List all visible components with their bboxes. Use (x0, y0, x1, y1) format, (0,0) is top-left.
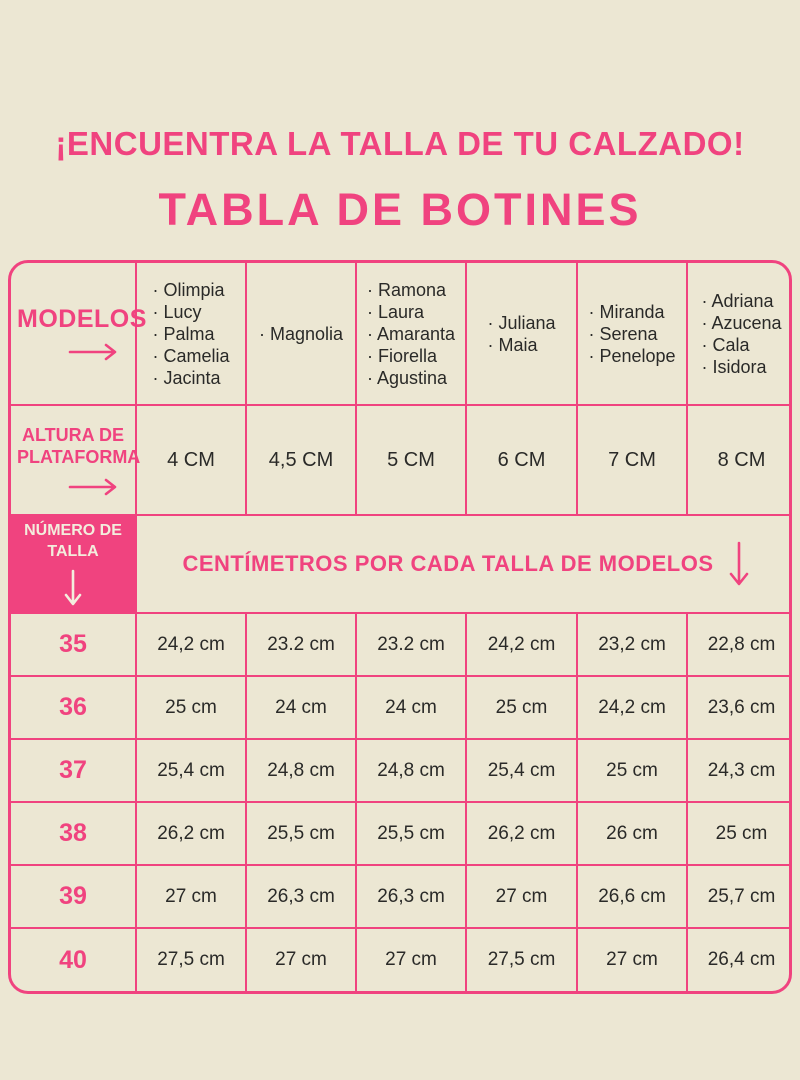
model-item: · Laura (366, 301, 425, 322)
model-item: · Isidora (701, 356, 767, 377)
page-subtitle: TABLA DE BOTINES (158, 184, 642, 236)
right-arrow-icon (17, 469, 129, 497)
model-item: · Lucy (152, 301, 202, 322)
cm-value-cell: 24,2 cm (466, 613, 577, 676)
platform-row (11, 405, 792, 515)
model-item: · Amaranta (366, 323, 456, 344)
cm-value-cell: 24,8 cm (356, 739, 466, 802)
size-number-cell: 38 (11, 802, 136, 865)
cm-value-cell: 27,5 cm (136, 928, 246, 991)
size-table (11, 263, 792, 991)
size-number-cell: 35 (11, 613, 136, 676)
cm-value-cell: 25,7 cm (687, 865, 792, 928)
cm-value-cell: 26,3 cm (356, 865, 466, 928)
models-header-label: MODELOS (17, 305, 147, 333)
model-item: · Jacinta (152, 367, 221, 388)
model-item: · Ramona (366, 279, 446, 300)
cm-value-cell: 24,8 cm (246, 739, 356, 802)
title-block (0, 0, 800, 236)
down-arrow-icon (728, 540, 750, 588)
cm-value-cell: 27 cm (466, 865, 577, 928)
cm-value-cell: 25 cm (136, 676, 246, 739)
models-cell (687, 263, 792, 405)
banner-row (11, 515, 792, 613)
cm-value-cell: 23,2 cm (577, 613, 687, 676)
cm-value-cell: 24 cm (356, 676, 466, 739)
cm-value-cell: 24 cm (246, 676, 356, 739)
cm-value-cell: 26 cm (577, 802, 687, 865)
model-list (152, 279, 229, 389)
model-list (259, 323, 343, 345)
cm-value-cell: 25 cm (577, 739, 687, 802)
cm-value-cell: 27 cm (577, 928, 687, 991)
size-row (11, 802, 792, 865)
platform-height-cell: 8 CM (687, 405, 792, 515)
model-item: · Magnolia (258, 323, 344, 344)
cm-value-cell: 25,4 cm (466, 739, 577, 802)
size-row (11, 928, 792, 991)
model-item: · Maia (487, 334, 538, 355)
size-table-frame (8, 260, 792, 994)
cm-value-cell: 24,3 cm (687, 739, 792, 802)
model-item: · Juliana (487, 312, 556, 333)
model-list (367, 279, 455, 389)
model-item: · Olimpia (152, 279, 225, 300)
cm-value-cell: 25,4 cm (136, 739, 246, 802)
size-row (11, 865, 792, 928)
model-item: · Serena (588, 323, 658, 344)
model-item: · Cala (701, 334, 750, 355)
cm-banner-label: CENTÍMETROS POR CADA TALLA DE MODELOS (182, 551, 714, 576)
model-list (701, 290, 781, 378)
cm-value-cell: 22,8 cm (687, 613, 792, 676)
cm-value-cell: 27 cm (356, 928, 466, 991)
cm-value-cell: 24,2 cm (577, 676, 687, 739)
size-number-cell: 37 (11, 739, 136, 802)
model-item: · Azucena (701, 312, 782, 333)
size-number-cell: 39 (11, 865, 136, 928)
cm-value-cell: 26,4 cm (687, 928, 792, 991)
size-number-cell: 36 (11, 676, 136, 739)
cm-value-cell: 23,6 cm (687, 676, 792, 739)
models-cell (577, 263, 687, 405)
size-number-header-cell (11, 515, 136, 613)
cm-value-cell: 25 cm (466, 676, 577, 739)
platform-height-cell: 4 CM (136, 405, 246, 515)
size-header-line1: NÚMERO DE (24, 522, 122, 540)
models-cell (466, 263, 577, 405)
model-list (588, 301, 675, 367)
cm-value-cell: 26,2 cm (136, 802, 246, 865)
cm-value-cell: 26,2 cm (466, 802, 577, 865)
model-item: · Adriana (701, 290, 774, 311)
platform-header-cell (11, 405, 141, 515)
cm-value-cell: 27 cm (136, 865, 246, 928)
cm-banner-cell (136, 515, 792, 613)
platform-height-cell: 6 CM (466, 405, 577, 515)
size-row (11, 676, 792, 739)
cm-value-cell: 24,2 cm (136, 613, 246, 676)
platform-height-cell: 4,5 CM (246, 405, 356, 515)
platform-header-line1: ALTURA DE (22, 424, 124, 445)
size-row (11, 739, 792, 802)
models-cell (136, 263, 246, 405)
cm-value-cell: 23.2 cm (246, 613, 356, 676)
cm-value-cell: 26,3 cm (246, 865, 356, 928)
model-item: · Fiorella (366, 345, 437, 366)
model-list (487, 312, 555, 356)
model-item: · Camelia (152, 345, 230, 366)
platform-header-line2: PLATAFORMA (17, 447, 141, 467)
models-cell (356, 263, 466, 405)
down-arrow-icon (17, 563, 129, 607)
model-item: · Penelope (588, 345, 676, 366)
models-header-cell (11, 263, 147, 405)
right-arrow-icon (17, 334, 129, 362)
models-row (11, 263, 792, 405)
platform-height-cell: 5 CM (356, 405, 466, 515)
size-header-line2: TALLA (47, 543, 99, 560)
cm-value-cell: 25,5 cm (246, 802, 356, 865)
model-item: · Agustina (366, 367, 448, 388)
platform-height-cell: 7 CM (577, 405, 687, 515)
cm-value-cell: 23.2 cm (356, 613, 466, 676)
model-item: · Palma (152, 323, 215, 344)
models-cell (246, 263, 356, 405)
size-number-cell: 40 (11, 928, 136, 991)
size-row (11, 613, 792, 676)
cm-value-cell: 26,6 cm (577, 865, 687, 928)
cm-value-cell: 25,5 cm (356, 802, 466, 865)
cm-value-cell: 25 cm (687, 802, 792, 865)
cm-value-cell: 27,5 cm (466, 928, 577, 991)
cm-value-cell: 27 cm (246, 928, 356, 991)
model-item: · Miranda (588, 301, 665, 322)
page-title: ¡ENCUENTRA LA TALLA DE TU CALZADO! (55, 125, 745, 162)
